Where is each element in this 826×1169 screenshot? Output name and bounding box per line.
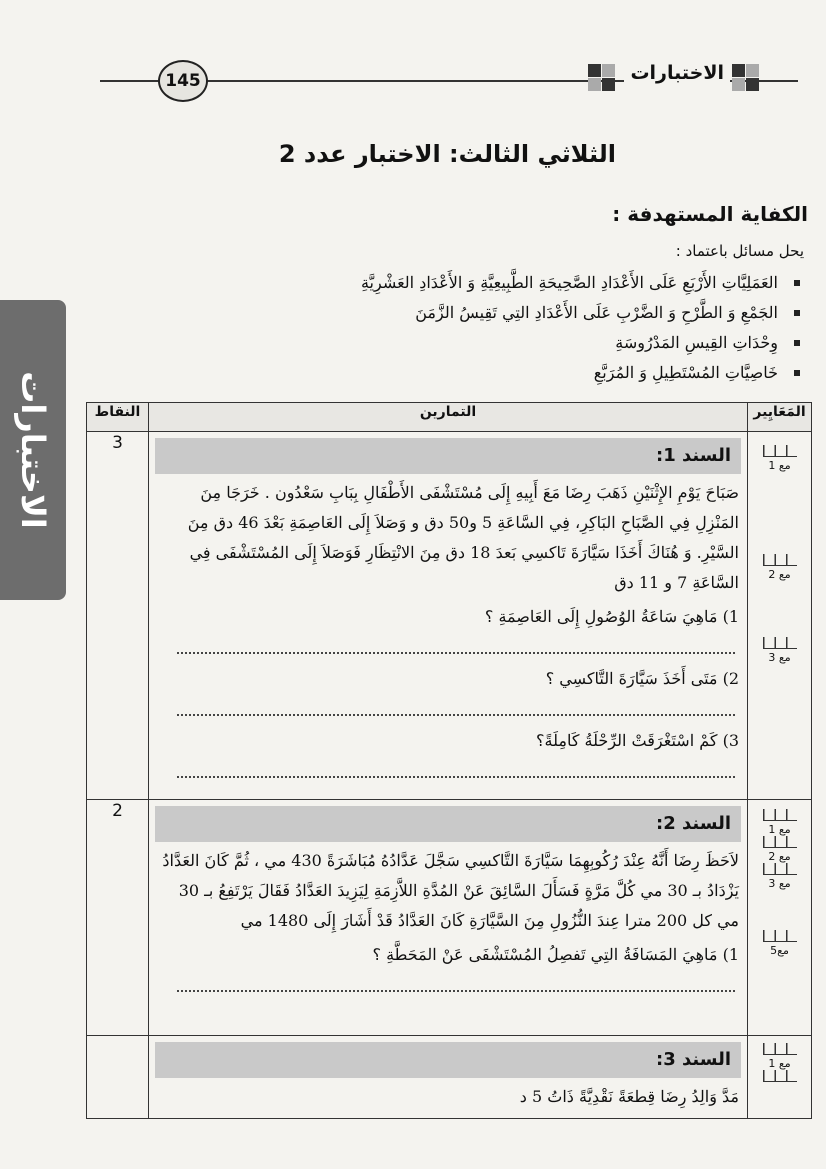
question: 1) مَاهِيَ المَسَافَةُ التِي تَفصِلُ المُسْتَشْفَى عَنْ المَحَطَّةِ ؟ [372, 945, 739, 964]
criteria-label: مع 3 [768, 877, 791, 890]
sanad-text: مَدَّ وَالِدُ رِضَا قِطعَةً نَقْدِيَّةً ذَاتُ 5 د [519, 1087, 739, 1106]
question: 3) كَمْ اسْتَغْرَقَتْ الرِّحْلَةُ كَامِلَةً؟ [536, 731, 739, 750]
criteria-label: مع 1 [768, 459, 791, 472]
points-cell [87, 1036, 149, 1119]
question: 1) مَاهِيَ سَاعَةُ الوُصُولِ إِلَى العَاصِمَةِ ؟ [484, 607, 739, 626]
table-header-row [87, 403, 812, 432]
competence-item: الجَمْعِ وَ الطَّرْحِ وَ الضَّرْبِ عَلَى الأَعْدَادِ التِي تَقِيسُ الزَّمَنَ [244, 298, 804, 328]
header-exercises: التمارين [149, 403, 748, 432]
competence-item: وِحْدَاتِ القِيسِ المَدْرُوسَةِ [244, 328, 804, 358]
exercise-cell [149, 800, 748, 1036]
answer-line [177, 694, 735, 716]
criteria-label: مع 1 [768, 823, 791, 836]
competence-item: العَمَلِيَّاتِ الأَرْبَعِ عَلَى الأَعْدَادِ الصَّحِيحَةِ الطَّبِيعِيَّةِ وَ الأَعْدَادِ العَشْرِيَّةِ [244, 268, 804, 298]
sanad-title: السند 1: [155, 438, 741, 474]
sanad-text: لاَحَظَ رِضَا أَنَّهُ عِنْدَ رُكُوبِهِمَا سَيَّارَةَ التَّاكسِي سَجَّلَ عَدَّادُهُ مُبَاشَرَةً 430 مي ، ثُمَّ كَانَ العَدَّادُ يَزْدَادُ بـ 30 مي كُلَّ مَرَّةٍ فَسَأَلَ السَّائِقَ عَنْ المُدَّةِ اللاَّزِمَةِ لِيَزِيدَ العَدَّادُ فَقَالَ يَرْتَفِعُ بـ 30 مي كل 200 مترا عِندَ النُّزُولِ مِنَ السَّيَّارَةِ كَانَ العَدَّادُ قَدْ أَشَارَ إِلَى 1480 مي [162, 851, 739, 930]
exercise-cell [149, 432, 748, 800]
criteria-box [763, 809, 797, 821]
header-decoration-left [588, 64, 616, 96]
header-criteria: المَعَايِير [748, 403, 812, 432]
criteria-label: مع 2 [768, 568, 791, 581]
points-cell: 2 [87, 800, 149, 1036]
criteria-label: مع 2 [768, 850, 791, 863]
sanad-title: السند 3: [155, 1042, 741, 1078]
question: 2) مَتَى أَخَذَ سَيَّارَةَ التَّاكسِي ؟ [545, 669, 739, 688]
competence-list [244, 268, 804, 388]
criteria-box [763, 554, 797, 566]
criteria-box [763, 1043, 797, 1055]
criteria-label: مع 1 [768, 1057, 791, 1070]
side-tab-label: الاختبارات [14, 371, 52, 529]
criteria-cell [748, 800, 812, 1036]
exam-table [86, 402, 812, 1119]
competence-title: الكفاية المستهدفة : [612, 202, 808, 226]
side-tab [0, 300, 66, 600]
page-number: 145 [158, 60, 208, 102]
answer-line [177, 632, 735, 654]
answer-line [177, 970, 735, 992]
sanad-text: صَبَاحَ يَوْمِ الإِثْنَيْنِ ذَهَبَ رِضَا مَعَ أَبِيهِ إِلَى مُسْتَشْفَى الأَطْفَالِ بِبَابِ سَعْدُون . خَرَجَا مِنَ المَنْزِلِ فِي الصَّبَاحِ البَاكِرِ، فِي السَّاعَةِ 5 و50 دق و وَصَلاَ إِلَى العَاصِمَةِ بَعْدَ 46 دق مِنَ السَّيْرِ. وَ هُنَاكَ أَخَذَا سَيَّارَةَ تَاكسِي بَعدَ 18 دق مِنَ الانْتِظَارِ فَوَصَلاَ إِلَى المُسْتَشْفَى فِي السَّاعَةِ 7 و 11 دق [187, 483, 739, 592]
criteria-cell [748, 1036, 812, 1119]
sanad-title: السند 2: [155, 806, 741, 842]
answer-line [177, 756, 735, 778]
competence-item: خَاصِيَّاتِ المُسْتَطِيلِ وَ المُرَبَّعِ [244, 358, 804, 388]
page-title: الثلاثي الثالث: الاختبار عدد 2 [278, 140, 616, 168]
header-decoration-right [732, 64, 760, 96]
criteria-box [763, 1070, 797, 1082]
table-row [87, 432, 812, 800]
criteria-box [763, 930, 797, 942]
competence-intro: يحل مسائل باعتماد : [675, 242, 804, 260]
criteria-box [763, 445, 797, 457]
criteria-box [763, 836, 797, 848]
exercise-cell [149, 1036, 748, 1119]
header-points: النقاط [87, 403, 149, 432]
criteria-cell [748, 432, 812, 800]
section-title: الاختبارات [624, 62, 730, 84]
criteria-box [763, 637, 797, 649]
criteria-box [763, 863, 797, 875]
table-row [87, 800, 812, 1036]
table-row [87, 1036, 812, 1119]
criteria-label: مع 3 [768, 651, 791, 664]
points-cell: 3 [87, 432, 149, 800]
criteria-label: مع5 [770, 944, 789, 957]
